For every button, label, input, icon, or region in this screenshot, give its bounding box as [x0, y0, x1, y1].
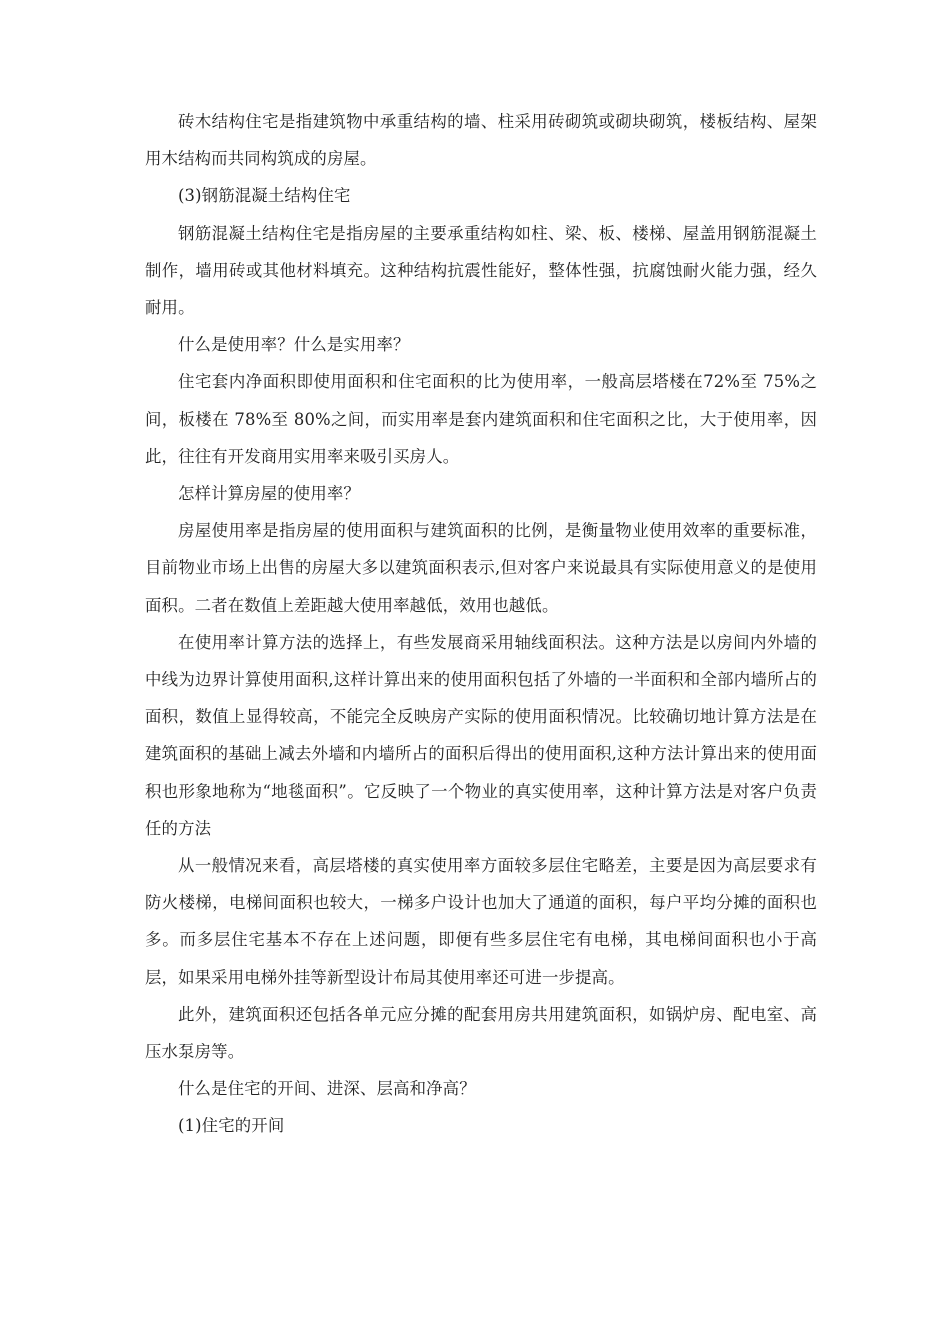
paragraph-shared-area: 此外，建筑面积还包括各单元应分摊的配套用房共用建筑面积，如锅炉房、配电室、高压水泵房等。: [145, 1004, 817, 1062]
heading-bay-width: (1)住宅的开间: [178, 1116, 285, 1136]
heading-usage-rate-question: 什么是使用率？什么是实用率？: [178, 335, 410, 355]
heading-calculate-usage-rate: 怎样计算房屋的使用率？: [178, 484, 360, 504]
paragraph-brick-wood-structure: 砖木结构住宅是指建筑物中承重结构的墙、柱采用砖砌筑或砌块砌筑，楼板结构、屋架用木结构而共同构筑成的房屋。: [145, 112, 817, 169]
heading-reinforced-concrete: (3)钢筋混凝土结构住宅: [178, 186, 351, 206]
paragraph-calculation-methods: 在使用率计算方法的选择上，有些发展商采用轴线面积法。这种方法是以房间内外墙的中线为边界计算使用面积,这样计算出来的使用面积包括了外墙的一半面积和全部内墙所占的面积，数值上显得较高，不能完全反映房产实际的使用面积情况。比较确切地计算方法是在建筑面积的基础上减去外墙和内墙所占的面积后得出的使用面积,这种方法计算出来的使用面积也形象地称为“地毯面积”。它反映了一个物业的真实使用率，这种计算方法是对客户负责任的方法: [145, 632, 817, 838]
document-body: [145, 103, 817, 1145]
paragraph-usage-rate-definition: 住宅套内净面积即使用面积和住宅面积的比为使用率，一般高层塔楼在72%至 75%之间，板楼在 78%至 80%之间，而实用率是套内建筑面积和住宅面积之比，大于使用率，因此，往往有开发商用实用率来吸引买房人。: [145, 372, 817, 466]
paragraph-reinforced-concrete: 钢筋混凝土结构住宅是指房屋的主要承重结构如柱、梁、板、楼梯、屋盖用钢筋混凝土制作，墙用砖或其他材料填充。这种结构抗震性能好，整体性强，抗腐蚀耐火能力强，经久耐用。: [145, 223, 817, 318]
paragraph-high-rise-comparison: 从一般情况来看，高层塔楼的真实使用率方面较多层住宅略差，主要是因为高层要求有防火楼梯，电梯间面积也较大，一梯多户设计也加大了通道的面积，每户平均分摊的面积也多。而多层住宅基本不存在上述问题，即便有些多层住宅有电梯，其电梯间面积也小于高层，如果采用电梯外挂等新型设计布局其使用率还可进一步提高。: [145, 856, 817, 987]
heading-bay-depth-height: 什么是住宅的开间、进深、层高和净高？: [178, 1079, 476, 1099]
paragraph-usage-rate-standard: 房屋使用率是指房屋的使用面积与建筑面积的比例，是衡量物业使用效率的重要标准，目前物业市场上出售的房屋大多以建筑面积表示,但对客户来说最具有实际使用意义的是使用面积。二者在数值上差距越大使用率越低，效用也越低。: [145, 521, 817, 615]
